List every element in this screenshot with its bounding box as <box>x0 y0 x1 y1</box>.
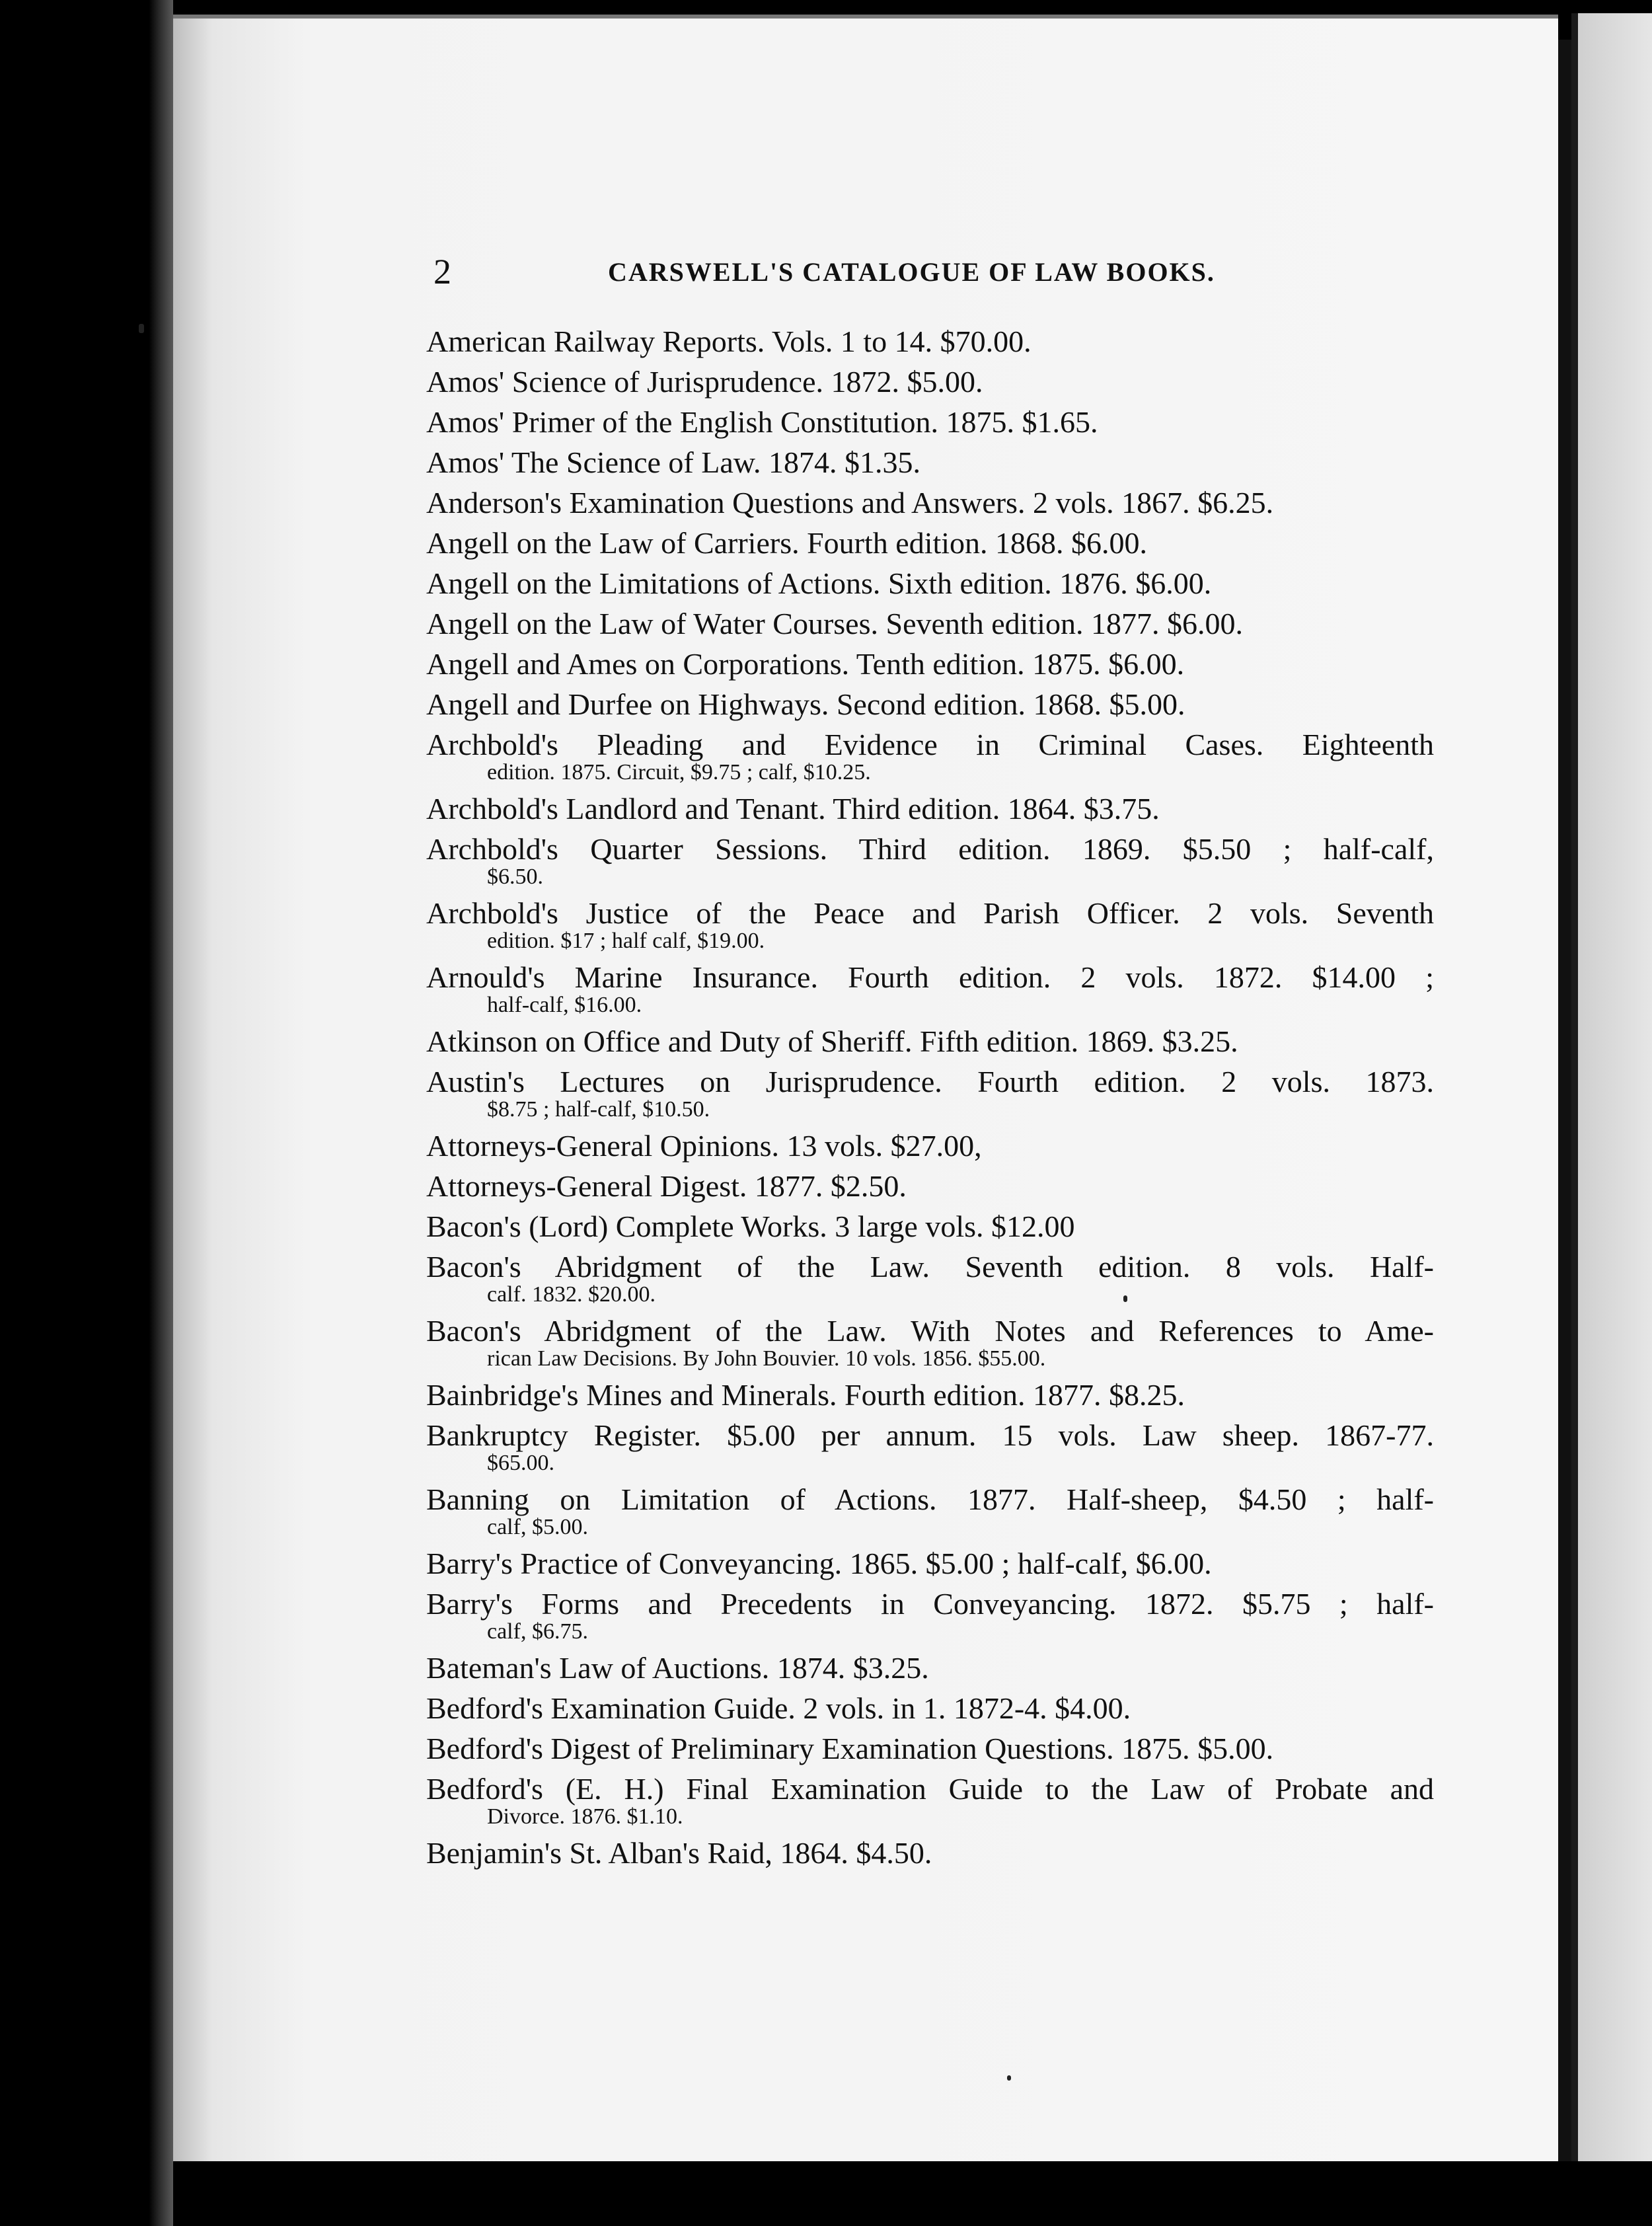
catalogue-entry <box>426 1021 1434 1061</box>
entry-title: Angell on the Limitations of Actions. Sixth edition. 1876. $6.00. <box>426 566 1212 600</box>
entry-title: Bateman's Law of Auctions. 1874. $3.25. <box>426 1651 929 1685</box>
running-head: CARSWELL'S CATALOGUE OF LAW BOOKS. <box>608 257 1215 287</box>
catalogue-entry <box>426 442 1434 482</box>
entry-title: Angell on the Law of Carriers. Fourth edition. 1868. $6.00. <box>426 526 1148 560</box>
entry-continuation: calf, $5.00. <box>487 1515 588 1539</box>
catalogue-entry <box>426 1728 1434 1769</box>
entry-title: Archbold's Landlord and Tenant. Third edition. 1864. $3.75. <box>426 792 1160 825</box>
catalogue-entry <box>426 362 1434 402</box>
catalogue-entry <box>426 1166 1434 1206</box>
entry-continuation: calf, $6.75. <box>487 1619 588 1644</box>
scan-speck <box>1007 2075 1011 2081</box>
catalogue-entry <box>426 1769 1434 1830</box>
entry-title: Attorneys-General Digest. 1877. $2.50. <box>426 1169 907 1203</box>
catalogue-entry <box>426 402 1434 442</box>
entry-title: Barry's Practice of Conveyancing. 1865. $5.00 ; half-calf, $6.00. <box>426 1547 1212 1580</box>
entry-title: Anderson's Examination Questions and Answers. 2 vols. 1867. $6.25. <box>426 486 1274 519</box>
entry-title: Amos' Primer of the English Constitution. 1875. $1.65. <box>426 405 1098 439</box>
catalogue-entry <box>426 1648 1434 1688</box>
catalogue-entry <box>426 1126 1434 1166</box>
entry-title: Arnould's Marine Insurance. Fourth edition. 2 vols. 1872. $14.00 ; <box>426 960 1434 994</box>
catalogue-entry <box>426 893 1434 954</box>
entry-continuation: edition. $17 ; half calf, $19.00. <box>487 929 765 953</box>
catalogue-entry <box>426 644 1434 684</box>
entry-title: American Railway Reports. Vols. 1 to 14. $70.00. <box>426 325 1032 358</box>
entry-title: Amos' Science of Jurisprudence. 1872. $5.00. <box>426 365 983 399</box>
catalogue-entry <box>426 1061 1434 1123</box>
scan-speck <box>139 324 144 333</box>
scan-bottom-margin <box>173 2161 1652 2226</box>
entry-title: Atkinson on Office and Duty of Sheriff. Fifth edition. 1869. $3.25. <box>426 1024 1238 1058</box>
catalogue-entry <box>426 563 1434 603</box>
entry-title: Bedford's Examination Guide. 2 vols. in 1. 1872-4. $4.00. <box>426 1691 1131 1725</box>
catalogue-entry <box>426 1543 1434 1584</box>
entry-title: Austin's Lectures on Jurisprudence. Fourth edition. 2 vols. 1873. <box>426 1065 1434 1098</box>
catalogue-entry <box>426 1479 1434 1541</box>
catalogue-entry <box>426 788 1434 829</box>
entry-title: Archbold's Pleading and Evidence in Criminal Cases. Eighteenth <box>426 728 1434 761</box>
entry-continuation: $8.75 ; half-calf, $10.50. <box>487 1097 710 1122</box>
catalogue-entry <box>426 724 1434 786</box>
entry-title: Attorneys-General Opinions. 13 vols. $27.00, <box>426 1129 982 1163</box>
catalogue-entry <box>426 1206 1434 1247</box>
catalogue-entry <box>426 523 1434 563</box>
catalogue-entry <box>426 321 1434 362</box>
entry-title: Angell and Durfee on Highways. Second edition. 1868. $5.00. <box>426 687 1185 721</box>
entry-title: Bedford's Digest of Preliminary Examination Questions. 1875. $5.00. <box>426 1732 1274 1765</box>
entry-title: Benjamin's St. Alban's Raid, 1864. $4.50. <box>426 1836 932 1870</box>
entry-title: Archbold's Quarter Sessions. Third edition. 1869. $5.50 ; half-calf, <box>426 832 1434 866</box>
catalogue-entry <box>426 829 1434 890</box>
catalogue-entry <box>426 1688 1434 1728</box>
entry-title: Barry's Forms and Precedents in Conveyancing. 1872. $5.75 ; half- <box>426 1587 1434 1621</box>
page-header <box>433 251 1253 297</box>
catalogue-entry <box>426 1375 1434 1415</box>
entry-title: Angell and Ames on Corporations. Tenth edition. 1875. $6.00. <box>426 647 1185 681</box>
page-number: 2 <box>433 252 451 291</box>
entry-title: Bedford's (E. H.) Final Examination Guide to the Law of Probate and <box>426 1772 1434 1806</box>
catalogue-entry <box>426 1311 1434 1372</box>
entry-title: Bankruptcy Register. $5.00 per annum. 15 vols. Law sheep. 1867-77. <box>426 1418 1434 1452</box>
catalogue-entry <box>426 1247 1434 1308</box>
entry-continuation: half-calf, $16.00. <box>487 993 642 1017</box>
entry-continuation: $65.00. <box>487 1451 554 1475</box>
catalogue-entry <box>426 482 1434 523</box>
catalogue-entry <box>426 603 1434 644</box>
entry-title: Bacon's Abridgment of the Law. Seventh edition. 8 vols. Half- <box>426 1250 1434 1284</box>
catalogue-entry <box>426 1584 1434 1645</box>
entry-title: Archbold's Justice of the Peace and Parish Officer. 2 vols. Seventh <box>426 896 1434 930</box>
scan-speck <box>1123 1295 1127 1302</box>
entry-title: Bacon's Abridgment of the Law. With Notes and References to Ame- <box>426 1314 1434 1348</box>
catalogue-entry <box>426 684 1434 724</box>
entry-title: Banning on Limitation of Actions. 1877. Half-sheep, $4.50 ; half- <box>426 1482 1434 1516</box>
adjacent-page-edge <box>1571 13 1652 2194</box>
scan-left-margin <box>0 0 173 2226</box>
entry-continuation: Divorce. 1876. $1.10. <box>487 1804 683 1829</box>
entry-title: Amos' The Science of Law. 1874. $1.35. <box>426 445 920 479</box>
page-gutter-shadow <box>1558 40 1571 2161</box>
entry-continuation: edition. 1875. Circuit, $9.75 ; calf, $10.25. <box>487 760 871 785</box>
catalogue-entry-list <box>426 321 1434 1873</box>
entry-title: Bacon's (Lord) Complete Works. 3 large vols. $12.00 <box>426 1209 1075 1243</box>
entry-title: Angell on the Law of Water Courses. Seventh edition. 1877. $6.00. <box>426 607 1243 640</box>
entry-title: Bainbridge's Mines and Minerals. Fourth edition. 1877. $8.25. <box>426 1378 1185 1412</box>
catalogue-entry <box>426 1833 1434 1873</box>
entry-continuation: rican Law Decisions. By John Bouvier. 10 vols. 1856. $55.00. <box>487 1346 1046 1371</box>
entry-continuation: calf. 1832. $20.00. <box>487 1282 656 1307</box>
catalogue-entry <box>426 957 1434 1018</box>
catalogue-entry <box>426 1415 1434 1477</box>
entry-continuation: $6.50. <box>487 864 543 889</box>
